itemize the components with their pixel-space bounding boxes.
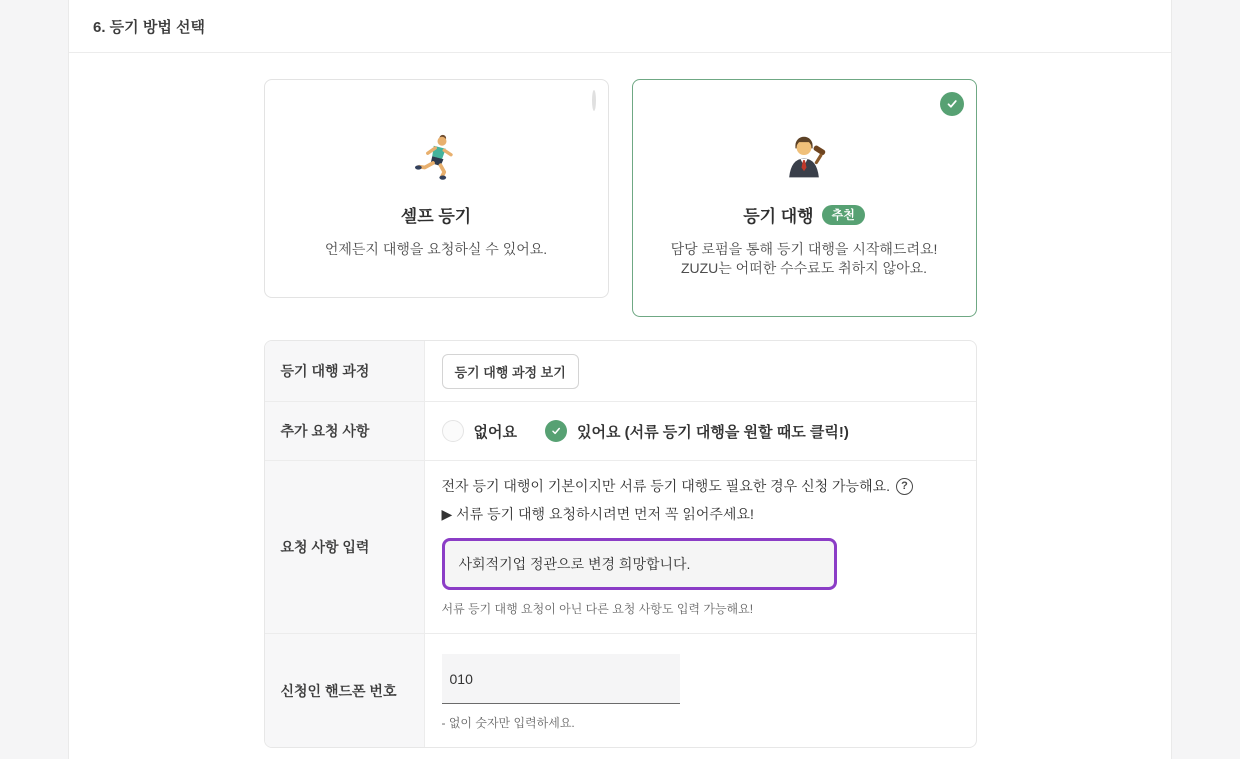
request-input-hint: 서류 등기 대행 요청이 아닌 다른 요청 사항도 입력 가능해요!	[441, 602, 754, 616]
view-process-button[interactable]: 등기 대행 과정 보기	[442, 354, 579, 389]
judge-icon	[651, 132, 958, 182]
option-yes-label: 있어요 (서류 등기 대행을 원할 때도 클릭!)	[576, 423, 849, 441]
phone-row	[265, 633, 976, 747]
radio-unselected-icon[interactable]	[592, 92, 596, 110]
check-icon[interactable]	[940, 92, 964, 116]
process-row	[265, 341, 976, 401]
request-info-text: 전자 등기 대행이 기본이지만 서류 등기 대행도 필요한 경우 신청 가능해요.	[441, 478, 891, 494]
registration-method-section	[264, 79, 977, 748]
option-no-label: 없어요	[473, 423, 517, 441]
agency-register-card[interactable]	[632, 79, 977, 317]
agency-register-description-line2: ZUZU는 어떠한 수수료도 취하지 않아요.	[680, 260, 928, 276]
extra-request-row-label: 추가 요청 사항	[265, 402, 425, 460]
agency-register-description-line1: 담당 로펌을 통해 등기 대행을 시작해드려요!	[670, 241, 938, 257]
self-register-title: 셀프 등기	[400, 207, 472, 226]
agency-register-title: 등기 대행	[743, 207, 814, 226]
method-cards	[264, 79, 977, 317]
help-icon[interactable]: ?	[896, 478, 913, 495]
check-icon[interactable]	[545, 420, 567, 442]
registration-form-table	[264, 340, 977, 748]
self-register-description: 언제든지 대행을 요청하실 수 있어요.	[324, 241, 548, 257]
option-yes-radio[interactable]	[545, 420, 849, 442]
runner-icon	[283, 132, 590, 182]
request-input-row	[265, 460, 976, 633]
phone-row-label: 신청인 핸드폰 번호	[265, 634, 425, 747]
request-input[interactable]	[442, 538, 837, 590]
request-input-row-label: 요청 사항 입력	[265, 461, 425, 633]
self-register-card[interactable]	[264, 79, 609, 298]
phone-input-hint: - 없이 숫자만 입력하세요.	[441, 716, 575, 730]
process-row-label: 등기 대행 과정	[265, 341, 425, 401]
option-no-radio[interactable]	[442, 420, 517, 442]
radio-unselected-icon[interactable]	[442, 420, 464, 442]
notice-toggle[interactable]: ▶ 서류 등기 대행 요청하시려면 먼저 꼭 읽어주세요!	[441, 506, 754, 522]
section-header	[69, 0, 1171, 53]
section-title: 6. 등기 방법 선택	[93, 18, 205, 36]
recommend-badge: 추천	[822, 205, 865, 225]
phone-input[interactable]	[442, 654, 680, 704]
main-panel	[68, 0, 1172, 759]
extra-request-row	[265, 401, 976, 460]
